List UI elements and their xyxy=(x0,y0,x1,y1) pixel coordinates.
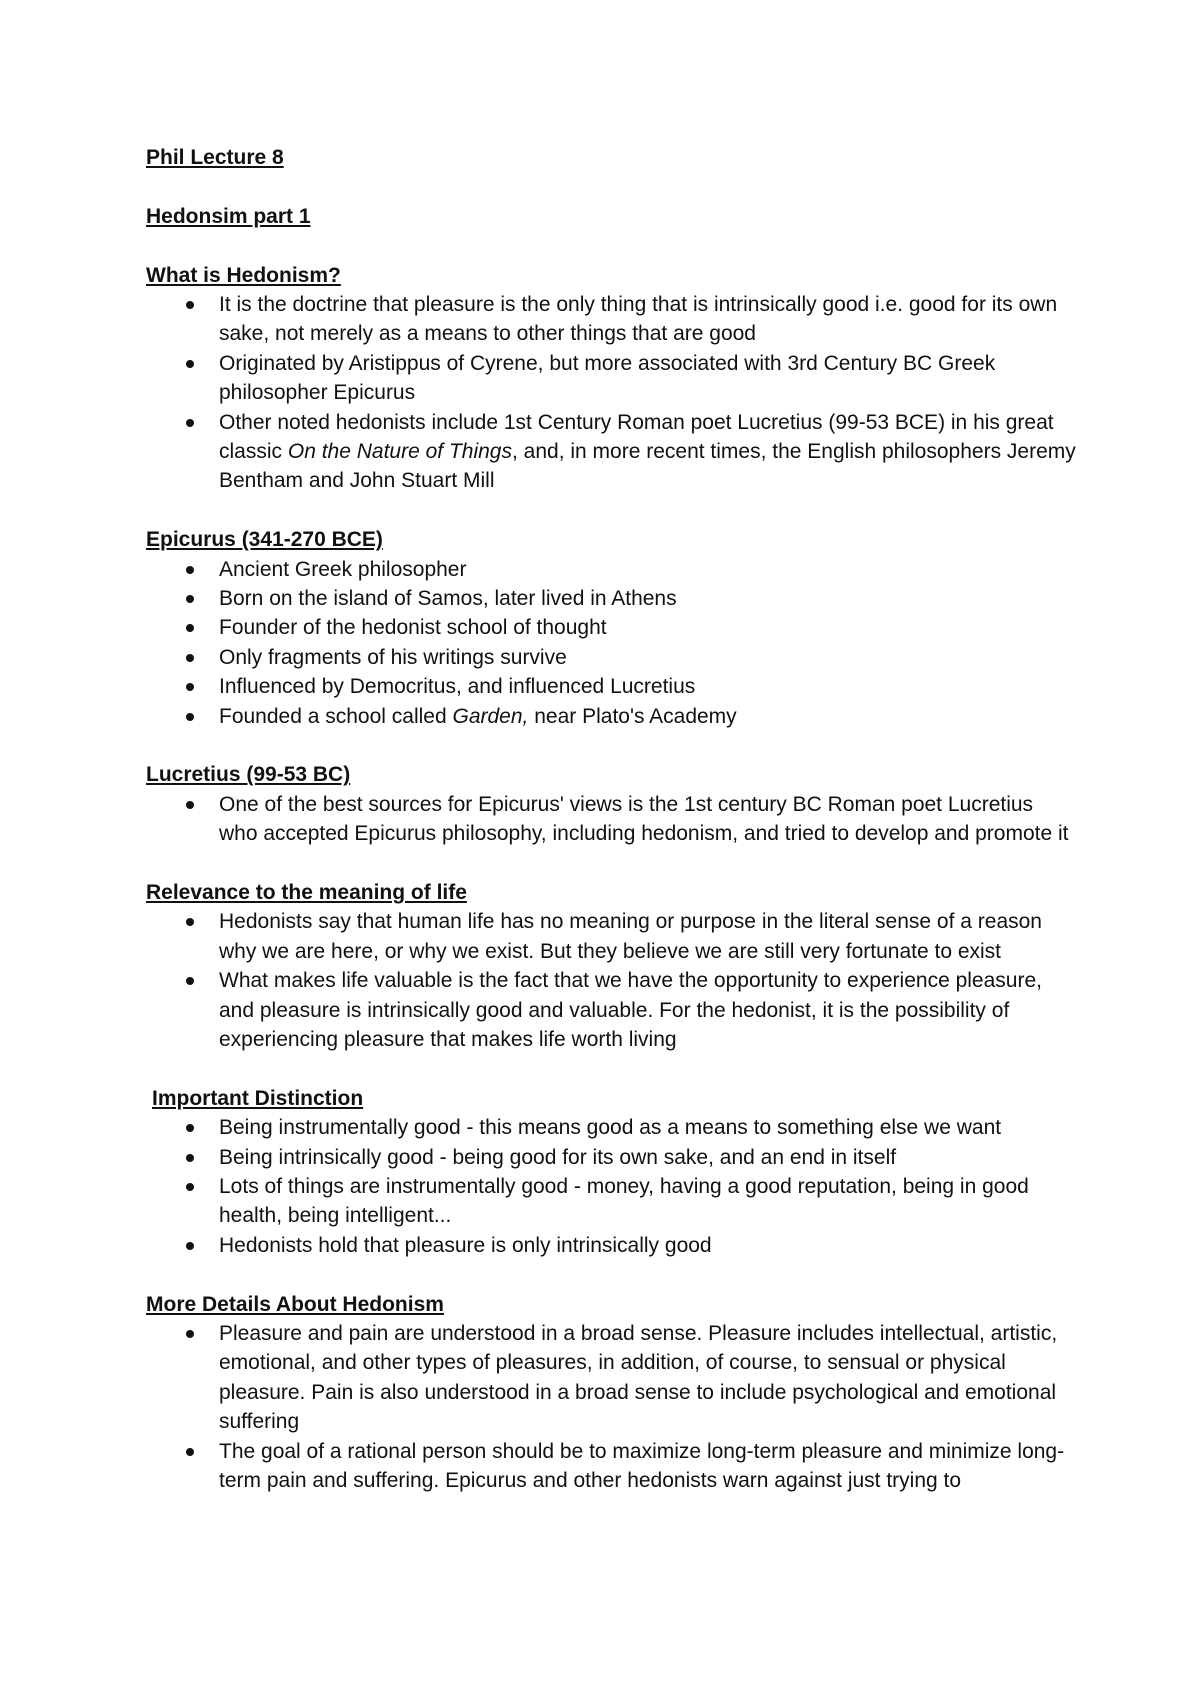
list-item: Hedonists say that human life has no meaning or purpose in the literal sense of a reason why we are here, or why we exist. But they believe we are still very fortunate to exist xyxy=(146,907,1076,966)
spacer xyxy=(146,1054,1076,1083)
bullet-list xyxy=(146,290,1076,496)
spacer xyxy=(146,496,1076,525)
list-item xyxy=(146,408,1076,496)
school-name: Garden, xyxy=(452,704,529,728)
bullet-list xyxy=(146,907,1076,1054)
spacer xyxy=(146,731,1076,760)
list-item: It is the doctrine that pleasure is the only thing that is intrinsically good i.e. good for its own sake, not merely as a means to other things that are good xyxy=(146,290,1076,349)
page-title: Phil Lecture 8 xyxy=(146,146,284,169)
list-item-text: Founded a school called xyxy=(219,704,453,728)
list-item: Influenced by Democritus, and influenced Lucretius xyxy=(146,672,1076,701)
book-title: On the Nature of Things xyxy=(287,439,512,463)
list-item: Pleasure and pain are understood in a broad sense. Pleasure includes intellectual, artistic, emotional, and other types of pleasures, in addition, of course, to sensual or physical pleasure. Pain is also understood in a broad sense to include psychological and emotional suffering xyxy=(146,1319,1076,1437)
bullet-list xyxy=(146,1319,1076,1495)
document-content xyxy=(146,143,1076,1495)
spacer xyxy=(146,231,1076,260)
list-item: Founder of the hedonist school of thought xyxy=(146,613,1076,642)
list-item xyxy=(146,702,1076,731)
section-heading-important-distinction: Important Distinction xyxy=(152,1086,364,1110)
section-heading-what-is-hedonism: What is Hedonism? xyxy=(146,263,341,287)
list-item: Only fragments of his writings survive xyxy=(146,643,1076,672)
list-item-text: Other noted hedonists include 1st Century Roman poet Lucretius (99-53 BCE) in his great classic xyxy=(219,410,1054,463)
section-heading-epicurus: Epicurus (341-270 BCE) xyxy=(146,528,383,552)
list-item-text: , and, in more recent times, the English philosophers Jeremy Bentham and John Stuart Mill xyxy=(219,439,1076,493)
list-item: The goal of a rational person should be to maximize long-term pleasure and minimize long-term pain and suffering. Epicurus and other hedonists warn against just trying to xyxy=(146,1437,1076,1496)
list-item: What makes life valuable is the fact that we have the opportunity to experience pleasure, and pleasure is intrinsically good and valuable. For the hedonist, it is the possibility of experiencing pleasure that makes life worth living xyxy=(146,966,1076,1054)
list-item-text: near Plato's Academy xyxy=(528,704,737,728)
list-item: Born on the island of Samos, later lived in Athens xyxy=(146,584,1076,613)
bullet-list xyxy=(146,555,1076,731)
list-item: Originated by Aristippus of Cyrene, but more associated with 3rd Century BC Greek philosopher Epicurus xyxy=(146,349,1076,408)
section-heading-more-details: More Details About Hedonism xyxy=(146,1292,444,1316)
list-item: Hedonists hold that pleasure is only intrinsically good xyxy=(146,1231,1076,1260)
spacer xyxy=(146,1260,1076,1289)
bullet-list xyxy=(146,790,1076,849)
section-heading-lucretius: Lucretius (99-53 BC) xyxy=(146,763,351,787)
page-subtitle: Hedonsim part 1 xyxy=(146,204,311,228)
spacer xyxy=(146,849,1076,878)
list-item: Lots of things are instrumentally good - money, having a good reputation, being in good health, being intelligent... xyxy=(146,1172,1076,1231)
bullet-list xyxy=(146,1113,1076,1260)
list-item: Ancient Greek philosopher xyxy=(146,555,1076,584)
list-item: Being intrinsically good - being good for its own sake, and an end in itself xyxy=(146,1143,1076,1172)
list-item: Being instrumentally good - this means good as a means to something else we want xyxy=(146,1113,1076,1142)
spacer xyxy=(146,172,1076,201)
section-heading-relevance: Relevance to the meaning of life xyxy=(146,881,467,904)
list-item: One of the best sources for Epicurus' views is the 1st century BC Roman poet Lucretius who accepted Epicurus philosophy, including hedonism, and tried to develop and promote it xyxy=(146,790,1076,849)
